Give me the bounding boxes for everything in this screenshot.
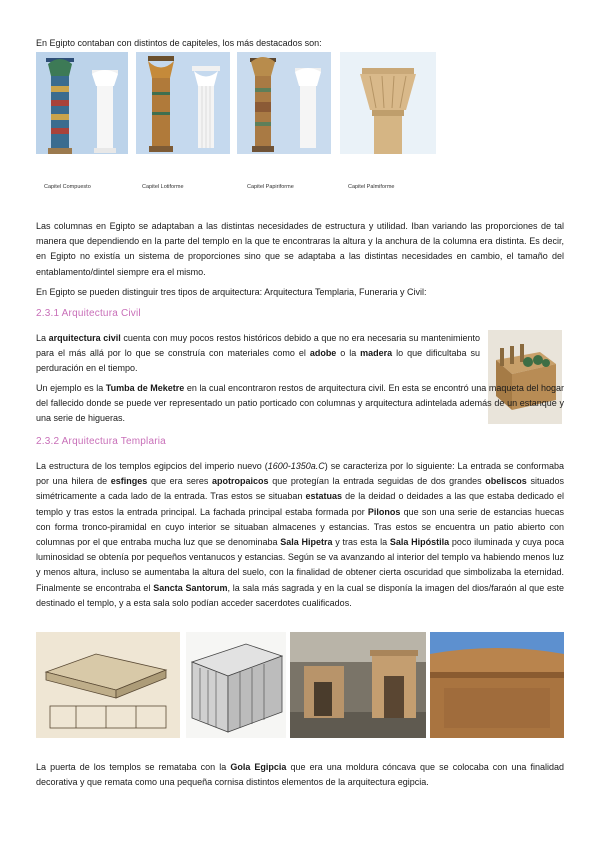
capitel-palmiforme-photo bbox=[340, 52, 436, 154]
temple-of-dendur-photo bbox=[290, 632, 426, 738]
paragraph-run: estatuas bbox=[305, 491, 342, 502]
capitel-label: Capitel Lotiforme bbox=[142, 184, 184, 190]
capitel-palmiforme-figure bbox=[340, 52, 436, 190]
paragraph-run: apotropaicos bbox=[212, 476, 269, 487]
heading-arquitectura-templaria: 2.3.2 Arquitectura Templaria bbox=[36, 436, 166, 447]
paragraph-run: que son una serie de estancias huecas con forma tronco-piramidal en cuyo interior se situaban almacenes y estancias. Tras estos se encuentra un patio abierto con columnas por el que entraba mucha luz que se denominaba bbox=[36, 506, 564, 548]
temple-images-gallery bbox=[36, 632, 564, 738]
paragraph-run: Sala Hipetra bbox=[280, 537, 333, 548]
paragraph-run: que protegían la entrada seguidas de dos grandes bbox=[268, 476, 486, 487]
paragraph-run: obeliscos bbox=[485, 476, 527, 487]
paragraph-run: poco iluminada y cuya poca luminosidad se obtenía por pequeños ventanucos y estancias. Según se va avanzando al interior del templo va habiendo menos luz y menos altura, incluso se aumentaba la altura del suelo, con la finalidad de obtener cierta oscuridad que simbolizaba la eternidad. Finalmente se encontraba el bbox=[36, 537, 564, 593]
temple-plan-drawing bbox=[36, 632, 180, 738]
temple-section-drawing bbox=[186, 632, 286, 738]
paragraph-gola-egipcia: La puerta de los templos se remataba con la Gola Egipcia que era una moldura cóncava que se colocaba con una finalidad decorativa y que remata como una pequeña cornisa distintos elementos de la arquitectura egipcia. bbox=[36, 762, 565, 788]
capitals-gallery bbox=[36, 52, 436, 202]
paragraph-meketre: Un ejemplo es la Tumba de Meketre en la cual encontraron restos de arquitectura civil. En esta se encontró una maqueta del hogar del fallecido donde se puede ver representado un patio porticado con columnas y arquitectura adintelada además de un estanque y una serie de higueras. bbox=[36, 383, 564, 424]
paragraph-run: Pilonos bbox=[367, 506, 401, 517]
paragraph-run: Sancta Santorum bbox=[153, 582, 228, 593]
capitel-lotiforme-photo bbox=[136, 52, 230, 154]
paragraph-columnas: Las columnas en Egipto se adaptaban a las distintas necesidades de estructura y utilidad. Iban variando las proporciones de tal manera que dependiendo en la parte del templo en la que te encontraras la altura y la anchura de la columna era distinta. Es decir, en Egipto no existía un sistema de proporciones sino que se adaptaba a las distintas necesidades en cambio, el tamaño del entablamento/dintel siempre era el mismo. bbox=[36, 221, 564, 277]
capitel-papiriforme-photo bbox=[237, 52, 331, 154]
capitel-label: Capitel Compuesto bbox=[44, 184, 91, 190]
capitel-papiriforme-figure bbox=[237, 52, 331, 190]
paragraph-tipos: En Egipto se pueden distinguir tres tipos de arquitectura: Arquitectura Templaria, Funeraria y Civil: bbox=[36, 287, 427, 297]
paragraph-run: La estructura de los templos egipcios del imperio nuevo ( bbox=[36, 461, 268, 471]
paragraph-run: de la deidad o deidades a las que estaba dedicado el templo y tras estos la entrada principal. La fachada principal estaba formada por bbox=[36, 491, 564, 517]
paragraph-run: esfinges bbox=[110, 476, 148, 487]
capitel-lotiforme-figure bbox=[136, 52, 230, 190]
gola-egipcia-photo bbox=[430, 632, 564, 738]
heading-arquitectura-civil: 2.3.1 Arquitectura Civil bbox=[36, 308, 141, 319]
paragraph-run: 1600-1350a.C bbox=[267, 461, 325, 471]
paragraph-templos bbox=[36, 459, 564, 611]
capitel-label: Capitel Papiriforme bbox=[247, 184, 294, 190]
capitel-label: Capitel Palmiforme bbox=[348, 184, 395, 190]
capitel-compuesto-figure bbox=[36, 52, 128, 190]
paragraph-run: situados simétricamente a cada lado de la entrada. Tras estos se situaban bbox=[36, 476, 564, 502]
capitel-compuesto-photo bbox=[36, 52, 128, 154]
paragraph-run: que era seres bbox=[147, 476, 213, 487]
paragraph-run: ) se caracteriza por lo siguiente: La entrada se conformaba por una hilera de bbox=[36, 461, 564, 487]
paragraph-run: , la sala más sagrada y en la cual se disponía la imagen del dios/faraón al que este destinado el templo, y a esta sala solo podían acceder sacerdotes cualificados. bbox=[36, 582, 564, 608]
paragraph-arquitectura-civil: La arquitectura civil cuenta con muy pocos restos históricos debido a que no era necesaria su mantenimiento para el más allá por lo que se construía con materiales como el adobe o la madera lo que dificultaba su perduración en el tiempo. bbox=[36, 333, 480, 374]
paragraph-run: Sala Hipóstila bbox=[389, 537, 450, 548]
intro-text: En Egipto contaban con distintos de capiteles, los más destacados son: bbox=[36, 38, 322, 48]
paragraph-run: y tras esta la bbox=[332, 537, 390, 548]
